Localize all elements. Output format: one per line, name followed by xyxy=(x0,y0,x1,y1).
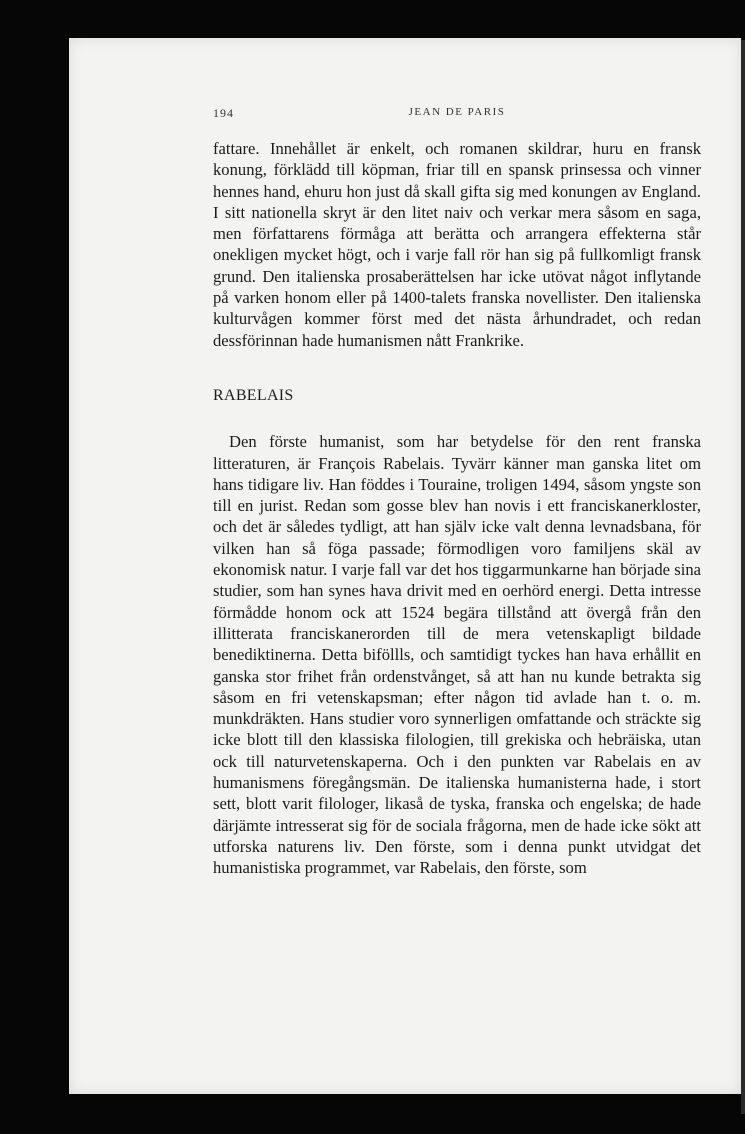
running-head xyxy=(213,106,701,122)
text-block xyxy=(213,138,701,879)
book-page xyxy=(69,38,741,1094)
running-title: JEAN DE PARIS xyxy=(408,106,506,118)
scan-edge xyxy=(741,40,745,1114)
page-number: 194 xyxy=(213,106,234,120)
paragraph-rabelais: Den förste humanist, som har betydelse för den rent franska litteraturen, är François Rabelais. Tyvärr känner man ganska litet om hans tidigare liv. Han föddes i Touraine, troligen 1494, såsom yngste son till en jurist. Redan som gosse blev han novis i ett franciskanerkloster, och det är således tydligt, att han själv icke valt denna levnadsbana, för vilken han så föga passade; förmodligen voro familjens skäl av ekonomisk natur. I varje fall var det hos tiggarmunkarne han började sina studier, som han synes hava drivit med en oerhörd energi. Detta intresse förmådde honom ock att 1524 begära tillstånd att övergå från den illitterata franciskanerorden till de mera vetenskapligt bildade benediktinerna. Detta biföllls, och samtidigt tyckes han hava erhållit en ganska stor frihet från ordenstvånget, så att han nu kunde betrakta sig såsom en fri vetenskapsman; efter någon tid avlade han t. o. m. munkdräkten. Hans studier voro synnerligen omfattande och sträckte sig icke blott till den klassiska filologien, till grekiska och hebräiska, utan ock till naturvetenskaperna. Och i den punkten var Rabelais en av humanismens föregångsmän. De italienska humanisterna hade, i stort sett, blott varit filologer, likaså de tyska, franska och engelska; de hade därjämte intresserat sig för de sociala frågorna, men de hade icke sökt att utforska naturens liv. Den förste, som i denna punkt utvidgat det humanistiska programmet, var Rabelais, den förste, som xyxy=(213,432,701,878)
section-heading: RABELAIS xyxy=(213,386,294,404)
paragraph-continued: fattare. Innehållet är enkelt, och romanen skildrar, huru en fransk konung, förklädd till köpman, friar till en spansk prinsessa och vinner hennes hand, ehuru hon just då skall gifta sig med konungen av England. I sitt nationella skryt är den litet naiv och verkar mera såsom en saga, men författarens förmåga att berätta och arrangera effekterna står onekligen mycket högt, och i varje fall rör han sig på fullkomligt fransk grund. Den italienska prosaberättelsen har icke utövat något inflytande på varken honom eller på 1400-talets franska novellister. Den italienska kulturvågen kommer först med det nästa århundradet, och redan dessförinnan hade humanismen nått Frankrike. xyxy=(213,139,701,350)
